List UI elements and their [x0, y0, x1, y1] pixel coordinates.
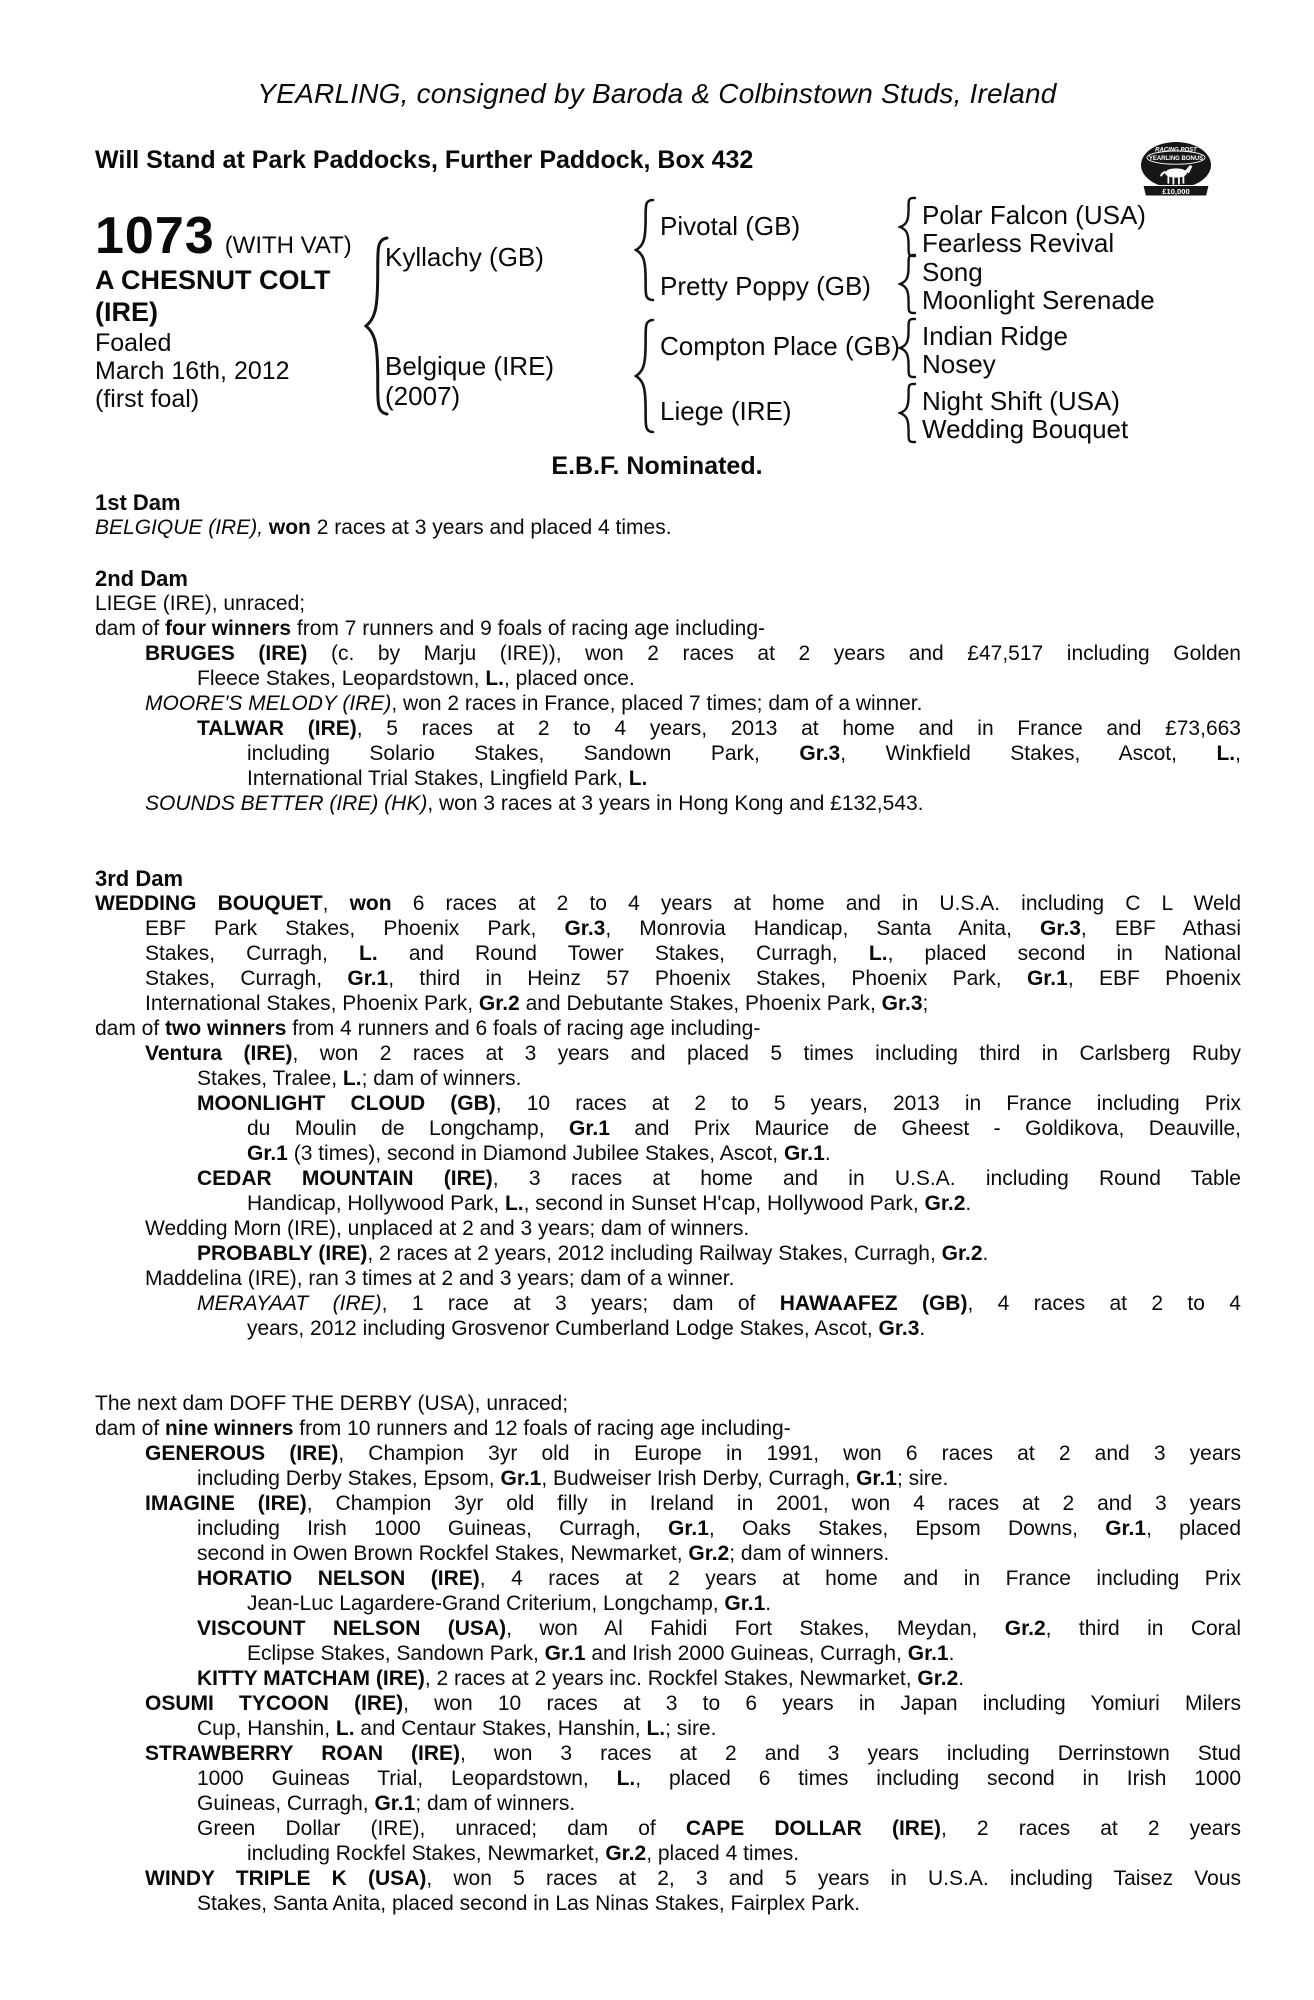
pedigree-gen3-2: Fearless Revival: [922, 228, 1115, 258]
paragraph-line: MERAYAAT (IRE), 1 race at 3 years; dam of HAWAAFEZ (GB), 4 races at 2 to 4: [197, 1292, 1241, 1315]
paragraph-line: dam of two winners from 4 runners and 6 foals of racing age including-: [95, 1017, 761, 1040]
paragraph-line: including Derby Stakes, Epsom, Gr.1, Budweiser Irish Derby, Curragh, Gr.1; sire.: [197, 1467, 949, 1490]
foal-note: (first foal): [95, 385, 200, 413]
paragraph-line: Fleece Stakes, Leopardstown, L., placed once.: [197, 667, 635, 690]
paragraph-line: The next dam DOFF THE DERBY (USA), unraced;: [95, 1392, 569, 1415]
paragraph-line: Jean-Luc Lagardere-Grand Criterium, Longchamp, Gr.1.: [247, 1592, 772, 1615]
pedigree-paragraph: [95, 691, 1241, 716]
lot-line: [95, 208, 352, 264]
pedigree-gen3-8: Wedding Bouquet: [922, 414, 1129, 444]
pedigree-paragraph: [95, 1216, 1241, 1241]
ebf-nominated-line: E.B.F. Nominated.: [551, 452, 763, 480]
paragraph-line: STRAWBERRY ROAN (IRE), won 3 races at 2 and 3 years including Derrinstown Stud: [145, 1742, 1241, 1765]
consignor-line: YEARLING, consigned by Baroda & Colbinstown Studs, Ireland: [257, 78, 1057, 109]
pedigree-paragraph: [95, 1241, 1241, 1266]
paragraph-line: including Irish 1000 Guineas, Curragh, Gr.1, Oaks Stakes, Epsom Downs, Gr.1, placed: [197, 1517, 1241, 1540]
paragraph-line: WEDDING BOUQUET, won 6 races at 2 to 4 years at home and in U.S.A. including C L Weld: [95, 892, 1241, 915]
paragraph-line: Gr.1 (3 times), second in Diamond Jubilee Stakes, Ascot, Gr.1.: [247, 1142, 831, 1165]
paragraph-line: GENEROUS (IRE), Champion 3yr old in Europe in 1991, won 6 races at 2 and 3 years: [145, 1442, 1241, 1465]
pedigree-brace-gen3-2: [898, 253, 918, 320]
paragraph-line: International Stakes, Phoenix Park, Gr.2 and Debutante Stakes, Phoenix Park, Gr.3;: [145, 992, 929, 1015]
pedigree-gen2-sire-sire: Pivotal (GB): [660, 211, 801, 241]
pedigree-dam-year: (2007): [385, 381, 461, 411]
pedigree-paragraph: [95, 1666, 1241, 1691]
pedigree-paragraph: [95, 891, 1241, 1016]
paragraph-line: including Rockfel Stakes, Newmarket, Gr.2, placed 4 times.: [247, 1842, 800, 1865]
pedigree-gen3-6: Nosey: [922, 349, 996, 379]
vat-note: (WITH VAT): [224, 232, 352, 259]
paragraph-line: BRUGES (IRE) (c. by Marju (IRE)), won 2 races at 2 years and £47,517 including Golden: [145, 642, 1241, 665]
pedigree-paragraph: [95, 1166, 1241, 1216]
section-spacer: [95, 816, 1241, 866]
stand-location-line: Will Stand at Park Paddocks, Further Paddock, Box 432: [95, 146, 754, 174]
paragraph-line: KITTY MATCHAM (IRE), 2 races at 2 years inc. Rockfel Stakes, Newmarket, Gr.2.: [197, 1667, 965, 1690]
paragraph-line: Wedding Morn (IRE), unplaced at 2 and 3 years; dam of winners.: [145, 1217, 750, 1240]
pedigree-gen3-5: Indian Ridge: [922, 321, 1068, 351]
pedigree-brace-gen3-3: [898, 317, 918, 384]
colt-description-line2: (IRE): [95, 297, 158, 327]
paragraph-line: dam of nine winners from 10 runners and 12 foals of racing age including-: [95, 1417, 791, 1440]
paragraph-line: IMAGINE (IRE), Champion 3yr old filly in Ireland in 2001, won 4 races at 2 and 3 years: [145, 1492, 1241, 1515]
dam-section-heading: 3rd Dam: [95, 866, 184, 891]
paragraph-line: HORATIO NELSON (IRE), 4 races at 2 years at home and in France including Prix: [197, 1567, 1241, 1590]
racing-post-yearling-bonus-badge: [1138, 140, 1214, 198]
pedigree-paragraph: [95, 515, 1241, 540]
pedigree-paragraph: [95, 1566, 1241, 1616]
pedigree-paragraph: [95, 641, 1241, 691]
paragraph-line: BELGIQUE (IRE), won 2 races at 3 years and placed 4 times.: [95, 516, 672, 539]
paragraph-line: Green Dollar (IRE), unraced; dam of CAPE DOLLAR (IRE), 2 races at 2 years: [197, 1817, 1241, 1840]
badge-middle-text: YEARLING BONUS: [1148, 156, 1204, 162]
paragraph-line: Cup, Hanshin, L. and Centaur Stakes, Hanshin, L.; sire.: [197, 1717, 717, 1740]
pedigree-paragraph: [95, 1291, 1241, 1341]
pedigree-paragraph: [95, 1441, 1241, 1491]
pedigree-gen3-3: Song: [922, 257, 983, 287]
paragraph-line: EBF Park Stakes, Phoenix Park, Gr.3, Monrovia Handicap, Santa Anita, Gr.3, EBF Athasi: [145, 917, 1241, 940]
pedigree-paragraph: [95, 1866, 1241, 1916]
pedigree-paragraph: [95, 616, 1241, 641]
paragraph-line: VISCOUNT NELSON (USA), won Al Fahidi Fort Stakes, Meydan, Gr.2, third in Coral: [197, 1617, 1241, 1640]
dam-section-heading: 1st Dam: [95, 490, 181, 515]
pedigree-paragraph: [95, 1391, 1241, 1416]
paragraph-line: Guineas, Curragh, Gr.1; dam of winners.: [197, 1792, 576, 1815]
pedigree-gen2-dam-dam: Liege (IRE): [660, 396, 792, 426]
pedigree-gen2-dam-sire: Compton Place (GB): [660, 331, 900, 361]
paragraph-line: second in Owen Brown Rockfel Stakes, Newmarket, Gr.2; dam of winners.: [197, 1542, 890, 1565]
paragraph-line: WINDY TRIPLE K (USA), won 5 races at 2, 3 and 5 years in U.S.A. including Taisez Vous: [145, 1867, 1241, 1890]
pedigree-dam: Belgique (IRE): [385, 351, 555, 381]
pedigree-gen3-1: Polar Falcon (USA): [922, 200, 1146, 230]
pedigree-sire: Kyllachy (GB): [385, 242, 544, 272]
paragraph-line: Stakes, Curragh, Gr.1, third in Heinz 57 Phoenix Stakes, Phoenix Park, Gr.1, EBF Phoenix: [145, 967, 1241, 990]
badge-amount-text: £10,000: [1162, 187, 1190, 196]
paragraph-line: MOONLIGHT CLOUD (GB), 10 races at 2 to 5 years, 2013 in France including Prix: [197, 1092, 1242, 1115]
paragraph-line: Eclipse Stakes, Sandown Park, Gr.1 and Irish 2000 Guineas, Curragh, Gr.1.: [247, 1642, 955, 1665]
pedigree-paragraph: [95, 1491, 1241, 1566]
paragraph-line: International Trial Stakes, Lingfield Park, L.: [247, 767, 648, 790]
section-spacer: [95, 1341, 1241, 1391]
paragraph-line: including Solario Stakes, Sandown Park, Gr.3, Winkfield Stakes, Ascot, L.,: [247, 742, 1241, 765]
colt-description-line1: A CHESNUT COLT: [95, 265, 331, 295]
pedigree-brace-dam: [634, 318, 656, 439]
pedigree-gen2-sire-dam: Pretty Poppy (GB): [660, 271, 871, 301]
badge-top-text: RACING POST: [1155, 147, 1197, 154]
pedigree-paragraph: [95, 1616, 1241, 1666]
paragraph-line: Ventura (IRE), won 2 races at 3 years and placed 5 times including third in Carlsberg Ruby: [145, 1042, 1241, 1065]
paragraph-line: Stakes, Curragh, L. and Round Tower Stakes, Curragh, L., placed second in National: [145, 942, 1241, 965]
paragraph-line: Maddelina (IRE), ran 3 times at 2 and 3 years; dam of a winner.: [145, 1267, 735, 1290]
pedigree-paragraph: [95, 1816, 1241, 1866]
pedigree-paragraph: [95, 716, 1241, 791]
lot-number: 1073: [95, 207, 215, 265]
paragraph-line: Handicap, Hollywood Park, L., second in Sunset H'cap, Hollywood Park, Gr.2.: [247, 1192, 972, 1215]
paragraph-line: dam of four winners from 7 runners and 9 foals of racing age including-: [95, 617, 765, 640]
pedigree-paragraph: [95, 1741, 1241, 1816]
dam-section-heading: 2nd Dam: [95, 566, 188, 591]
paragraph-line: PROBABLY (IRE), 2 races at 2 years, 2012 including Railway Stakes, Curragh, Gr.2.: [197, 1242, 989, 1265]
paragraph-line: du Moulin de Longchamp, Gr.1 and Prix Maurice de Gheest - Goldikova, Deauville,: [247, 1117, 1242, 1140]
pedigree-gen3-4: Moonlight Serenade: [922, 285, 1155, 315]
pedigree-paragraph: [95, 1691, 1241, 1741]
pedigree-brace-gen3-4: [898, 382, 918, 449]
foaled-label: Foaled: [95, 329, 172, 357]
paragraph-line: TALWAR (IRE), 5 races at 2 to 4 years, 2013 at home and in France and £73,663: [197, 717, 1241, 740]
foaled-date: March 16th, 2012: [95, 357, 290, 385]
pedigree-brace-sire: [634, 198, 656, 307]
pedigree-paragraph: [95, 1416, 1241, 1441]
paragraph-line: 1000 Guineas Trial, Leopardstown, L., placed 6 times including second in Irish 1000: [197, 1767, 1241, 1790]
paragraph-line: SOUNDS BETTER (IRE) (HK), won 3 races at 3 years in Hong Kong and £132,543.: [145, 792, 924, 815]
pedigree-paragraph: [95, 1091, 1241, 1166]
dams-text: [95, 490, 1241, 1916]
paragraph-line: Stakes, Santa Anita, placed second in Las Ninas Stakes, Fairplex Park.: [197, 1892, 861, 1915]
paragraph-line: MOORE'S MELODY (IRE), won 2 races in France, placed 7 times; dam of a winner.: [145, 692, 923, 715]
paragraph-line: OSUMI TYCOON (IRE), won 10 races at 3 to 6 years in Japan including Yomiuri Milers: [145, 1692, 1241, 1715]
section-spacer: [95, 540, 1241, 566]
pedigree-gen3-7: Night Shift (USA): [922, 386, 1120, 416]
pedigree-paragraph: [95, 591, 1241, 616]
paragraph-line: Stakes, Tralee, L.; dam of winners.: [197, 1067, 522, 1090]
badge-graphic: [1138, 140, 1214, 198]
pedigree-paragraph: [95, 791, 1241, 816]
pedigree-paragraph: [95, 1016, 1241, 1041]
pedigree-paragraph: [95, 1041, 1241, 1091]
paragraph-line: CEDAR MOUNTAIN (IRE), 3 races at home and in U.S.A. including Round Table: [197, 1167, 1241, 1190]
pedigree-paragraph: [95, 1266, 1241, 1291]
paragraph-line: years, 2012 including Grosvenor Cumberland Lodge Stakes, Ascot, Gr.3.: [247, 1317, 926, 1340]
paragraph-line: LIEGE (IRE), unraced;: [95, 592, 306, 615]
